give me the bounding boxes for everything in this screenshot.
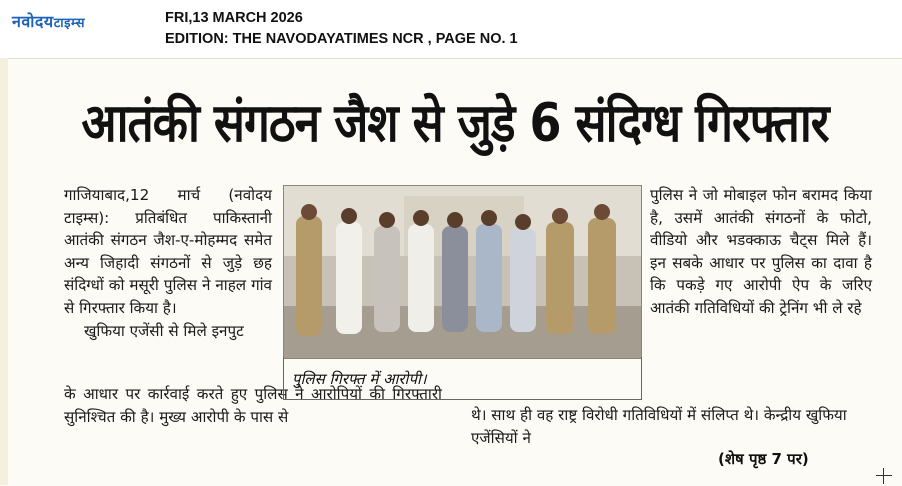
paragraph-input-start: खुफिया एजेंसी से मिले इनपुट [84, 321, 244, 340]
edition-info [165, 8, 518, 50]
article-column-2-bottom: थे। साथ ही वह राष्ट्र विरोधी गतिविधियों में संलिप्त थे। केन्द्रीय खुफिया एजेंसियों ने [471, 406, 847, 447]
logo-sub-text: टाइम्स [53, 16, 86, 31]
continued-on-page: (शेष पृष्ठ 7 पर) [718, 450, 809, 468]
photo-illustration [284, 186, 641, 358]
clipping-left-edge [0, 58, 8, 485]
paragraph-intro: गाजियाबाद,12 मार्च (नवोदय टाइम्स): प्रतिबंधित पाकिस्तानी आतंकी संगठन जैश-ए-मोहम्मद समेत अन्य जिहादी संगठनों से जुड़े छह संदिग्धों को मसूरी पुलिस ने नाहल गांव से गिरफ्तार किया है। [64, 186, 272, 317]
article-column-3: पुलिस ने जो मोबाइल फोन बरामद किया है, उसमें आतंकी संगठनों के फोटो, वीडियो और भडक्काऊ चैट्स मिले हैं। इन सबके आधार पर पुलिस का दावा है कि पकड़े गए आरोपी ऐप के जरिए आतंकी गतिविधियों की ट्रेनिंग भी ले रहे [650, 186, 872, 317]
publication-date: FRI,13 MARCH 2026 [165, 10, 303, 26]
crop-mark-icon [876, 468, 892, 484]
photo-caption: पुलिस गिरफ्त में आरोपी। [292, 370, 427, 388]
masthead-bar [0, 0, 902, 58]
article-column-1-continued: के आधार पर कार्रवाई करते हुए पुलिस ने आरोपियों की गिरफ्तारी सुनिश्चित की है। मुख्य आरोपी के पास से [64, 385, 442, 426]
people-group [296, 204, 616, 336]
newspaper-logo [12, 10, 85, 32]
logo-main-text: नवोदय [12, 12, 54, 31]
arrest-photo [283, 185, 642, 359]
article-column-1 [64, 184, 272, 342]
article-headline: आतंकी संगठन जैश से जुड़े 6 संदिग्ध गिरफ्तार [81, 91, 829, 154]
edition-line: EDITION: THE NAVODAYATIMES NCR , PAGE NO. 1 [165, 31, 518, 47]
